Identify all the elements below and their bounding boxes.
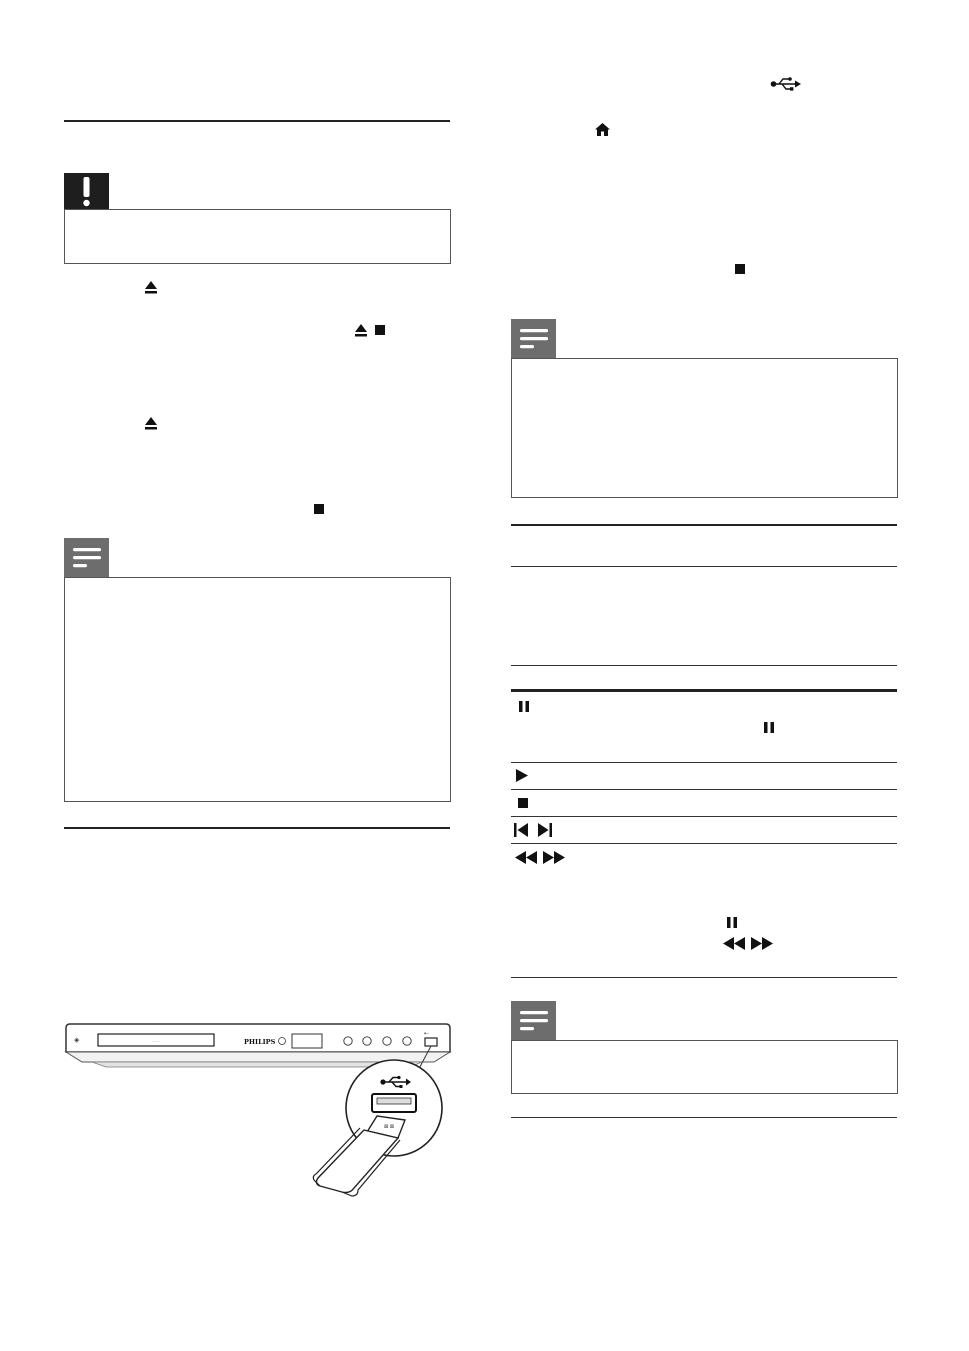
device-usb-illustration [62,1020,454,1200]
note-icon [511,319,556,358]
table-header-rule [511,689,897,692]
caution-icon [64,173,109,209]
fast-backward-forward-icon [514,851,566,864]
table-bottom-rule [511,977,897,978]
note-icon [64,538,109,577]
stop-icon [314,504,324,514]
table-top-rule [511,665,897,666]
pause-icon [764,722,774,733]
note-icon [511,1001,556,1040]
note-box [511,358,898,498]
pause-icon [519,701,529,712]
table-row-rule [511,843,897,844]
usb-icon [770,76,802,92]
note-tab [64,538,109,577]
caution-box [64,209,451,264]
svg-text:........: ........ [152,1039,160,1043]
section-rule-left-lower [64,827,450,829]
section-rule-top-left [64,120,450,122]
note-box [64,577,451,802]
pause-icon [727,917,737,928]
note-tab [511,1001,556,1040]
section-rule-right [511,524,897,526]
eject-icon [145,281,157,294]
svg-text:⊠ ⊠: ⊠ ⊠ [384,1124,394,1130]
table-row-rule [511,816,897,817]
eject-icon [355,324,367,337]
table-row-rule [511,762,897,763]
stop-icon [735,264,745,274]
previous-next-icon [514,823,552,837]
note-tab [511,319,556,358]
eject-icon [145,417,157,430]
note-box [511,1040,898,1094]
play-icon [516,769,528,782]
home-icon [595,123,610,136]
svg-text:⇠: ⇠ [424,1030,430,1037]
section-rule-right-bottom [511,1117,897,1118]
stop-icon [518,798,528,808]
stop-icon [375,325,385,335]
table-row-rule [511,789,897,790]
caution-tab [64,173,109,209]
svg-text:◈: ◈ [74,1036,80,1044]
section-rule-right-thin [511,566,897,567]
device-brand-label: PHILIPS [244,1038,276,1046]
fast-backward-forward-icon [722,937,774,950]
